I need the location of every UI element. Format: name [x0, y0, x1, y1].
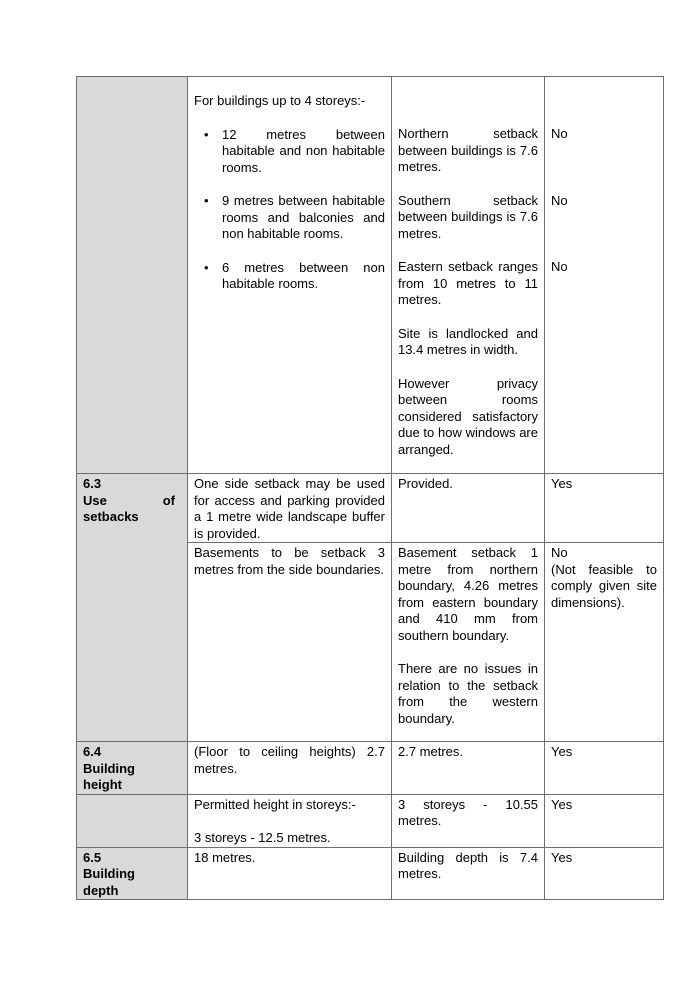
list-item: • 9 metres between habitable rooms and balconies and non habitable rooms. [194, 193, 385, 243]
control-cell [188, 794, 392, 847]
proposed-cell [392, 474, 545, 543]
complies-value: No [551, 192, 568, 208]
control-bullet-list [194, 127, 385, 293]
complies-value: Yes [551, 796, 573, 812]
topic-title: Use of setbacks [83, 492, 175, 524]
complies-value: No [551, 259, 568, 274]
control-cell [188, 742, 392, 795]
topic-cell [77, 474, 188, 742]
compliance-table [76, 76, 664, 900]
control-cell [188, 847, 392, 900]
topic-cell [77, 742, 188, 795]
complies-value: No [551, 126, 568, 141]
proposed-text: Provided. [398, 476, 453, 491]
control-intro: For buildings up to 4 storeys:- [194, 93, 366, 108]
proposed-text: Eastern setback ranges from 10 metres to 11 metres. [398, 259, 538, 307]
proposed-cell [392, 794, 545, 847]
topic-number: 6.3 [83, 476, 102, 491]
complies-value: Yes [551, 744, 573, 759]
table-row [77, 794, 664, 847]
proposed-cell [392, 847, 545, 900]
complies-cell [545, 474, 664, 543]
proposed-text: Building depth is 7.4 metres. [398, 849, 538, 881]
control-text: Basements to be setback 3 metres from the side boundaries. [194, 545, 385, 577]
topic-number: 6.4 [83, 744, 102, 759]
proposed-cell [392, 77, 545, 474]
proposed-text: 2.7 metres. [398, 744, 464, 759]
control-cell [188, 77, 392, 474]
list-item: • 6 metres between non habitable rooms. [194, 260, 385, 293]
control-text: 18 metres. [194, 849, 256, 865]
control-text: Permitted height in storeys:- [194, 796, 356, 812]
proposed-text: Southern setback between buildings is 7.6 metres. [398, 192, 538, 241]
topic-title: Building height [83, 760, 135, 792]
control-text: One side setback may be used for access and parking provided a 1 metre wide landscape buffer is provided. [194, 476, 385, 541]
control-text: (Floor to ceiling heights) 2.7 metres. [194, 744, 385, 776]
complies-value: No [551, 545, 568, 560]
table-row [77, 847, 664, 900]
topic-cell [77, 77, 188, 474]
complies-cell [545, 77, 664, 474]
complies-cell [545, 543, 664, 742]
complies-note: (Not feasible to comply given site dimensions). [551, 561, 657, 610]
list-item: • 12 metres between habitable and non habitable rooms. [194, 127, 385, 177]
topic-title: Building depth [83, 866, 135, 898]
proposed-text: However privacy between rooms considered satisfactory due to how windows are arranged. [398, 375, 538, 457]
control-text: 3 storeys - 12.5 metres. [194, 830, 331, 845]
topic-cell [77, 794, 188, 847]
table-row [77, 742, 664, 795]
proposed-text: Basement setback 1 metre from northern boundary, 4.26 metres from eastern boundary and 410 mm from southern boundary. [398, 545, 538, 643]
complies-cell [545, 742, 664, 795]
proposed-cell [392, 543, 545, 742]
proposed-text: Site is landlocked and 13.4 metres in width. [398, 325, 538, 357]
complies-value: Yes [551, 476, 573, 491]
proposed-text: There are no issues in relation to the setback from the western boundary. [398, 661, 538, 726]
complies-cell [545, 794, 664, 847]
table-row [77, 474, 664, 543]
control-cell [188, 543, 392, 742]
table-row [77, 77, 664, 474]
control-cell [188, 474, 392, 543]
proposed-text: 3 storeys - 10.55 metres. [398, 796, 538, 828]
topic-cell [77, 847, 188, 900]
complies-value: Yes [551, 849, 573, 865]
proposed-cell [392, 742, 545, 795]
topic-number: 6.5 [83, 849, 102, 865]
proposed-text: Northern setback between buildings is 7.6 metres. [398, 126, 538, 174]
complies-cell [545, 847, 664, 900]
